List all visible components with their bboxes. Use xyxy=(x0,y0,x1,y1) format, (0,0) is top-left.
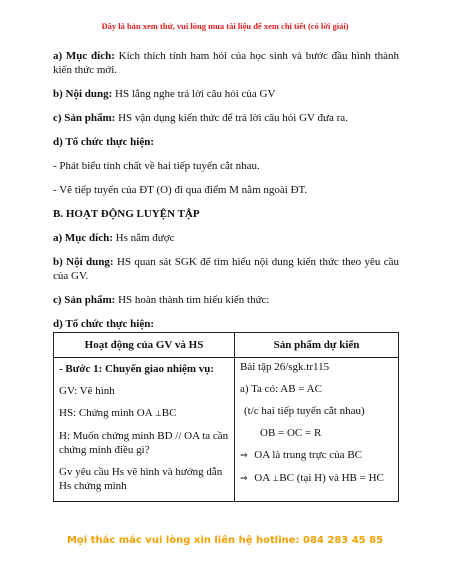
gv-request-line: Gv yêu cầu Hs vẽ hình và hướng dẫn Hs chứng minh xyxy=(59,466,223,492)
hotline-footer: Mọi thắc mắc vui lòng xin liên hệ hotline: 084 283 45 85 xyxy=(66,535,384,546)
sec-b-muc-dich xyxy=(53,231,399,245)
sec-a-bullet-1: - Phát biểu tính chất về hai tiếp tuyến cắt nhau. xyxy=(53,160,260,172)
document-body xyxy=(53,49,399,341)
text: HS quan sát SGK để tìm hiểu nội dung kiến thức theo yêu cầu của GV. xyxy=(53,256,400,282)
perpendicular-icon: ⊥ xyxy=(154,409,162,418)
label: c) Sản phẩm: xyxy=(53,112,116,124)
line-trung-truc xyxy=(240,448,393,463)
hs-suffix: BC xyxy=(161,407,177,419)
text: HS lắng nghe trả lời câu hỏi của GV xyxy=(115,88,276,100)
step-1: - Bước 1: Chuyển giao nhiệm vụ: xyxy=(59,363,215,375)
implies-icon: ⇒ xyxy=(240,451,248,461)
hs-prefix: HS: Chứng minh OA xyxy=(59,407,153,419)
perp-prefix: OA xyxy=(254,472,270,484)
line-perp xyxy=(240,471,393,486)
exercise-title: Bài tập 26/sgk.tr115 xyxy=(240,361,330,373)
sec-a-bullet-2: - Vẽ tiếp tuyến của ĐT (O) đi qua điểm M nằm ngoài ĐT. xyxy=(53,184,308,196)
implies-icon: ⇒ xyxy=(240,474,248,484)
sec-a-to-chuc: d) Tổ chức thực hiện: xyxy=(53,136,155,148)
sec-b-to-chuc: d) Tổ chức thực hiện: xyxy=(53,318,155,330)
perp-suffix: BC (tại H) và HB = HC xyxy=(279,472,384,484)
preview-banner: Đây là bản xem thử, vui lòng mua tài liệu để xem chi tiết (có lời giải) xyxy=(101,21,349,31)
table-row xyxy=(54,358,399,502)
label: a) Mục đích: xyxy=(53,232,113,244)
text: Hs nắm được xyxy=(115,232,175,244)
sec-a-muc-dich xyxy=(53,49,399,77)
text: Kích thích tính ham hỏi của học sinh và bước đầu hình thành kiến thức mới. xyxy=(53,50,400,76)
right-cell xyxy=(235,358,399,502)
text: HS vận dụng kiến thức để trả lời câu hỏi GV đưa ra. xyxy=(118,112,348,124)
label: b) Nội dung: xyxy=(53,256,114,268)
label: a) Mục đích: xyxy=(53,50,115,62)
left-cell xyxy=(54,358,235,502)
line-a: a) Ta có: AB = AC xyxy=(240,383,322,395)
line-reason: (t/c hai tiếp tuyến cắt nhau) xyxy=(244,405,365,417)
label: c) Sản phẩm: xyxy=(53,294,116,306)
header-gv-hs: Hoạt động của GV và HS xyxy=(54,333,235,358)
sec-a-san-pham xyxy=(53,111,399,125)
perpendicular-icon: ⊥ xyxy=(272,474,280,483)
sec-b-heading: B. HOẠT ĐỘNG LUYỆN TẬP xyxy=(53,208,200,220)
sec-b-noi-dung xyxy=(53,255,399,283)
sec-a-noi-dung xyxy=(53,87,399,101)
activity-table xyxy=(53,332,399,502)
question-line: H: Muốn chứng minh BD // OA ta cần chứng minh điều gì? xyxy=(59,430,229,456)
line-ob: OB = OC = R xyxy=(260,427,322,439)
text: HS hoàn thành tìm hiểu kiến thức: xyxy=(118,294,270,306)
label: b) Nội dung: xyxy=(53,88,113,100)
gv-line: GV: Vẽ hình xyxy=(59,385,115,397)
hs-line xyxy=(59,406,229,421)
header-san-pham: Sản phẩm dự kiến xyxy=(235,333,399,358)
sec-b-san-pham xyxy=(53,293,399,307)
table-header-row xyxy=(54,333,399,358)
trung-truc-text: OA là trung trực của BC xyxy=(254,449,362,461)
